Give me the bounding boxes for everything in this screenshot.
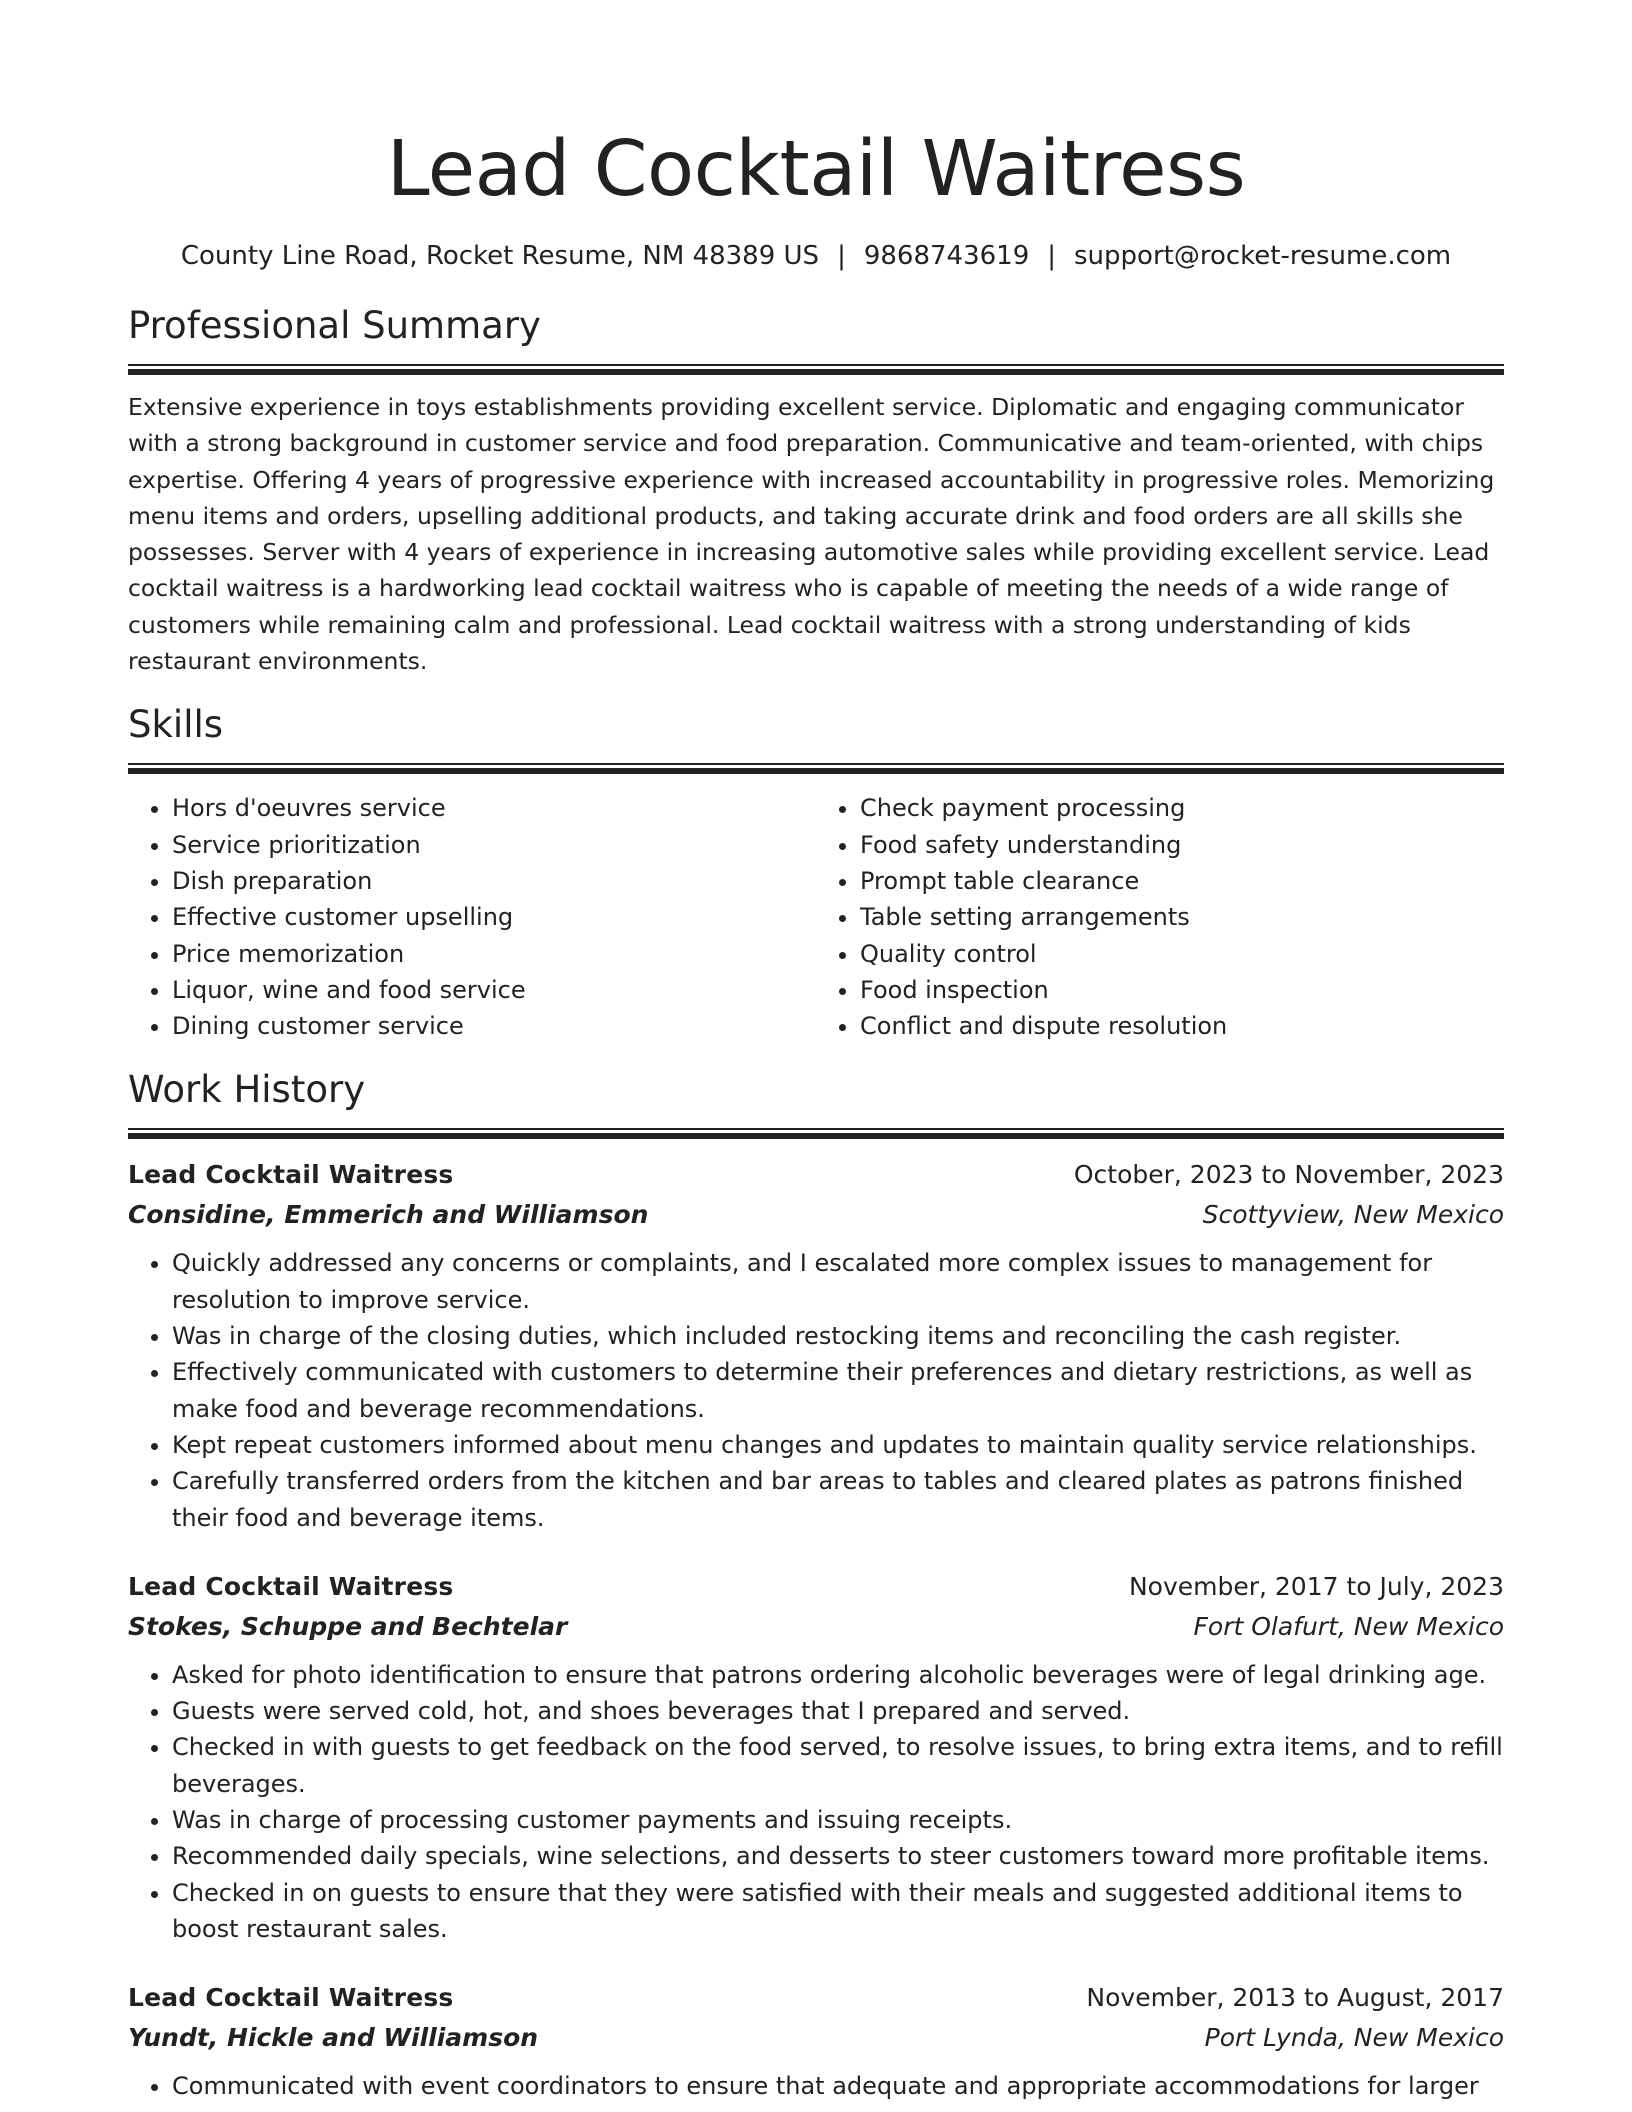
- section-divider: [128, 364, 1504, 375]
- work-history-section: [128, 1066, 1504, 2104]
- job-bullet: • Kept repeat customers informed about menu changes and updates to maintain quality service relationships.: [172, 1427, 1504, 1463]
- job-bullet: • Was in charge of processing customer payments and issuing receipts.: [172, 1802, 1504, 1838]
- job-bullet: • Guests were served cold, hot, and shoes beverages that I prepared and served.: [172, 1693, 1504, 1729]
- job-bullet: • Asked for photo identification to ensure that patrons ordering alcoholic beverages were of legal drinking age.: [172, 1657, 1504, 1693]
- job-header-row: [128, 1155, 1504, 1195]
- skill-item: • Check payment processing: [860, 790, 1504, 826]
- summary-section: [128, 302, 1504, 679]
- contact-email: support@rocket-resume.com: [1074, 241, 1452, 271]
- summary-text: Extensive experience in toys establishments providing excellent service. Diplomatic and engaging communicator with a strong background in customer service and food preparation. Communicative and team-oriented, with chips expertise. Offering 4 years of progressive experience with increased accountability in progressive roles. Memorizing menu items and orders, upselling additional products, and taking accurate drink and food orders are all skills she possesses. Server with 4 years of experience in increasing automotive sales while providing excellent service. Lead cocktail waitress is a hardworking lead cocktail waitress who is capable of meeting the needs of a wide range of customers while remaining calm and professional. Lead cocktail waitress with a strong understanding of kids restaurant environments.: [128, 393, 1495, 676]
- resume-page: [128, 0, 1504, 2105]
- skill-item: • Table setting arrangements: [860, 899, 1504, 935]
- work-history-heading: Work History: [128, 1068, 366, 1112]
- job-bullet: • Checked in on guests to ensure that they were satisfied with their meals and suggested additional items to boost restaurant sales.: [172, 1875, 1504, 1948]
- skill-item: • Dish preparation: [172, 863, 816, 899]
- job-bullets: [128, 1245, 1504, 1535]
- skill-item: • Dining customer service: [172, 1008, 816, 1044]
- job-company-row: [128, 2018, 1504, 2058]
- skill-item: • Conflict and dispute resolution: [860, 1008, 1504, 1044]
- job-company: Stokes, Schuppe and Bechtelar: [128, 1611, 568, 1641]
- skills-heading: Skills: [128, 703, 224, 747]
- skill-item: • Food safety understanding: [860, 827, 1504, 863]
- job-entry: [128, 1978, 1504, 2104]
- job-dates: November, 2017 to July, 2023: [1128, 1571, 1504, 1601]
- job-title: Lead Cocktail Waitress: [128, 1983, 454, 2013]
- job-entry: [128, 1567, 1504, 1947]
- job-bullet: • Carefully transferred orders from the kitchen and bar areas to tables and cleared plates as patrons finished their food and beverage items.: [172, 1463, 1504, 1536]
- skill-item: • Effective customer upselling: [172, 899, 816, 935]
- section-divider: [128, 763, 1504, 774]
- job-company: Yundt, Hickle and Williamson: [128, 2023, 539, 2053]
- contact-phone: 9868743619: [863, 241, 1030, 271]
- skills-list-left: [128, 790, 816, 1044]
- resume-name: Lead Cocktail Waitress: [386, 125, 1246, 214]
- job-location: Scottyview, New Mexico: [1202, 1200, 1504, 1230]
- job-dates: November, 2013 to August, 2017: [1086, 1983, 1504, 2013]
- job-location: Fort Olafurt, New Mexico: [1193, 1611, 1504, 1641]
- job-company-row: [128, 1195, 1504, 1235]
- job-bullet: • Checked in with guests to get feedback on the food served, to resolve issues, to bring extra items, and to refill beverages.: [172, 1729, 1504, 1802]
- job-company-row: [128, 1607, 1504, 1647]
- skills-list-right: [816, 790, 1504, 1044]
- skill-item: • Hors d'oeuvres service: [172, 790, 816, 826]
- job-bullet: • Communicated with event coordinators to ensure that adequate and appropriate accommodations for larger: [172, 2068, 1504, 2104]
- job-dates: October, 2023 to November, 2023: [1073, 1160, 1504, 1190]
- contact-separator: |: [1047, 241, 1057, 271]
- job-title: Lead Cocktail Waitress: [128, 1571, 454, 1601]
- skill-item: • Food inspection: [860, 972, 1504, 1008]
- job-entry: [128, 1155, 1504, 1535]
- job-bullets: [128, 2068, 1504, 2104]
- skill-item: • Price memorization: [172, 936, 816, 972]
- job-bullets: [128, 1657, 1504, 1947]
- section-divider: [128, 1128, 1504, 1139]
- contact-separator: |: [837, 241, 846, 271]
- skill-item: • Quality control: [860, 936, 1504, 972]
- job-bullet: • Effectively communicated with customers to determine their preferences and dietary restrictions, as well as make food and beverage recommendations.: [172, 1354, 1504, 1427]
- skill-item: • Prompt table clearance: [860, 863, 1504, 899]
- job-header-row: [128, 1567, 1504, 1607]
- job-header-row: [128, 1978, 1504, 2018]
- skill-item: • Service prioritization: [172, 827, 816, 863]
- summary-heading: Professional Summary: [128, 304, 541, 347]
- contact-line: [128, 238, 1504, 274]
- job-location: Port Lynda, New Mexico: [1204, 2023, 1504, 2053]
- job-company: Considine, Emmerich and Williamson: [128, 1200, 649, 1230]
- skill-item: • Liquor, wine and food service: [172, 972, 816, 1008]
- contact-address: County Line Road, Rocket Resume, NM 48389 US: [180, 241, 820, 271]
- job-title: Lead Cocktail Waitress: [128, 1160, 454, 1190]
- job-bullet: • Was in charge of the closing duties, which included restocking items and reconciling the cash register.: [172, 1318, 1504, 1354]
- job-bullet: • Quickly addressed any concerns or complaints, and I escalated more complex issues to management for resolution to improve service.: [172, 1245, 1504, 1318]
- skills-columns: [128, 790, 1504, 1044]
- job-bullet: • Recommended daily specials, wine selections, and desserts to steer customers toward more profitable items.: [172, 1838, 1504, 1874]
- skills-section: [128, 701, 1504, 1044]
